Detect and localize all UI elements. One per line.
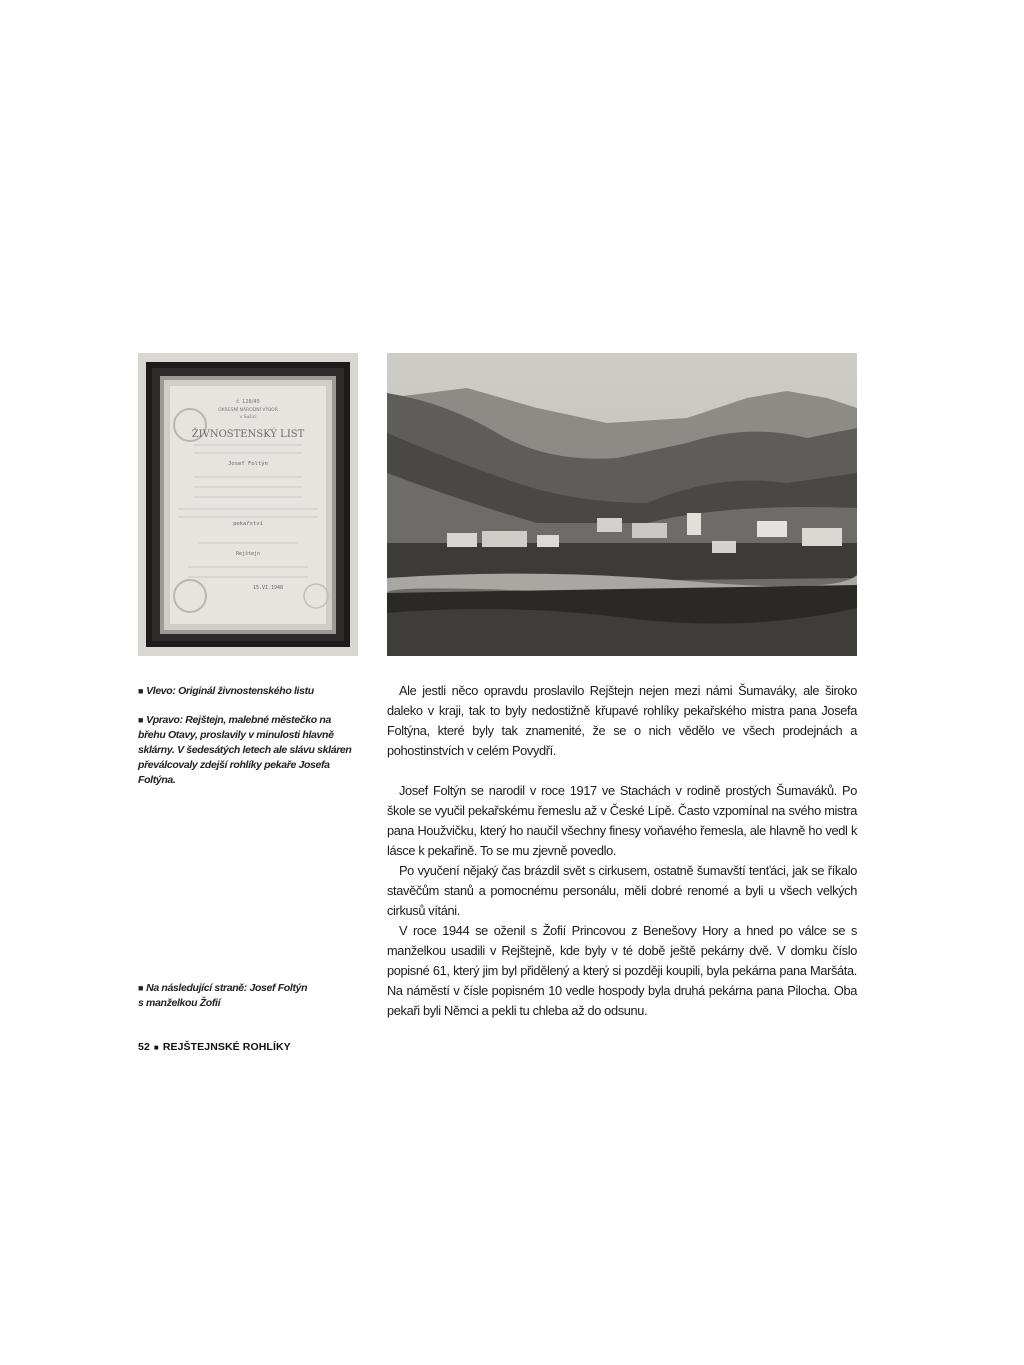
caption-bullet: ■ bbox=[138, 686, 144, 696]
article-body bbox=[387, 681, 857, 1021]
licence-header-number: č. 128/45 bbox=[236, 399, 260, 405]
footer-separator: ■ bbox=[153, 1043, 159, 1052]
body-paragraph: V roce 1944 se oženil s Žofií Princovou z Benešovy Hory a hned po válce se s manželkou usadili v Rejštejně, kde byly v té době ještě pekárny dvě. V domku číslo popisné 61, který jim byl přidělený a který si později koupili, byla pekárna pana Maršáta. Na náměstí v čísle popisném 10 vedle hospody byla druhá pekárna pana Pilocha. Oba pekaři byli Němci a pekli tu chleba až do odsunu. bbox=[387, 923, 857, 1018]
caption-right-line: břehu Otavy, proslavily v minulosti hlavně bbox=[138, 729, 334, 741]
licence-place: Rejštejn bbox=[235, 551, 261, 557]
licence-header-place: v Sušici bbox=[239, 415, 257, 420]
running-title: REJŠTEJNSKÉ ROHLÍKY bbox=[162, 1041, 291, 1053]
licence-title: ŽIVNOSTENSKÝ LIST bbox=[191, 429, 305, 440]
framed-trade-licence-photo bbox=[138, 353, 358, 656]
caption-right-image bbox=[138, 713, 363, 788]
caption-left-text: Vlevo: Originál živnostenského listu bbox=[146, 685, 314, 697]
caption-right-line: převálcovaly zdejší rohlíky pekaře Josefa Foltýna. bbox=[138, 759, 330, 786]
licence-holder-name: Josef Foltýn bbox=[228, 461, 268, 467]
body-paragraph: Josef Foltýn se narodil v roce 1917 ve Stachách v rodině prostých Šumaváků. Po škole se vyučil pekařskému řemeslu až v České Lípě. Často vzpomínal na svého mistra pana Houžvičku, který ho naučil všechny finesy voňavého řemesla, ale hlavně ho vedl k lásce k pekařině. To se mu zjevně povedlo. bbox=[387, 783, 857, 858]
caption-bullet: ■ bbox=[138, 715, 144, 725]
caption-right-line: ■ Vpravo: Rejštejn, malebné městečko na bbox=[138, 714, 331, 726]
licence-trade: pekařství bbox=[233, 521, 263, 527]
licence-header-office: OKRESNÍ NÁRODNÍ VÝBOR bbox=[218, 408, 278, 413]
caption-right-line: sklárny. V šedesátých letech ale slávu skláren bbox=[138, 744, 352, 756]
page-footer bbox=[138, 1041, 291, 1053]
caption-next-page bbox=[138, 981, 363, 1011]
caption-next-line: ■ Na následující straně: Josef Foltýn bbox=[138, 982, 308, 994]
rejstejn-landscape-photo bbox=[387, 353, 857, 656]
caption-left-image bbox=[138, 684, 363, 699]
body-paragraph: Po vyučení nějaký čas brázdil svět s cirkusem, ostatně šumavští tenťáci, jak se říkalo stavěčům stanů a pomocnému personálu, měli dobré renomé a byli u všech velkých cirkusů vítáni. bbox=[387, 863, 857, 918]
page-number: 52 bbox=[138, 1041, 150, 1053]
caption-next-line: s manželkou Žofií bbox=[138, 997, 221, 1009]
licence-date: 15.VI.1948 bbox=[252, 585, 284, 591]
body-paragraph: Ale jestli něco opravdu proslavilo Rejštejn nejen mezi námi Šumaváky, ale široko daleko v kraji, tak to byly nedostižně křupavé rohlíky pekařského mistra pana Josefa Foltýna, které byly tak znamenité, že se o nich vědělo ve všech prodejnách a pohostinstvích v celém Povydří. bbox=[387, 683, 857, 758]
caption-bullet: ■ bbox=[138, 983, 144, 993]
